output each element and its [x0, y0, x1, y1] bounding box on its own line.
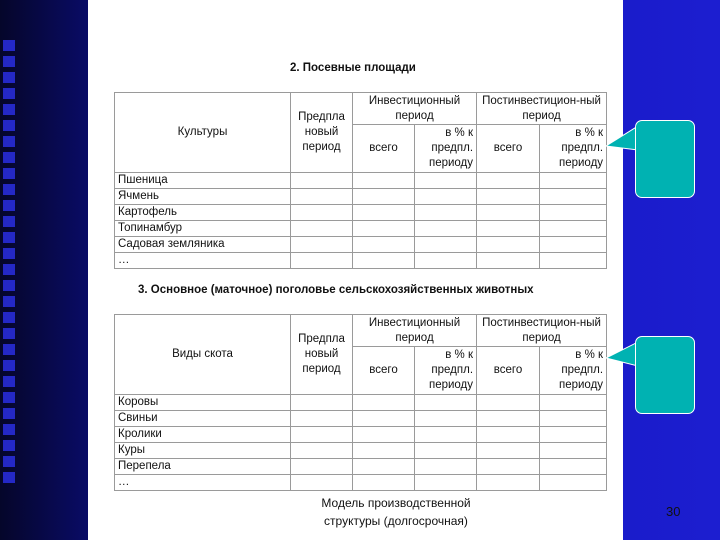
header-percent: в % к предпл. периоду [540, 125, 607, 173]
header-total: всего [477, 347, 540, 395]
table-row-label: Куры [115, 443, 291, 459]
table-row-label: Картофель [115, 205, 291, 221]
table-row-label: Топинамбур [115, 221, 291, 237]
table-row-label: … [115, 253, 291, 269]
header-percent: в % к предпл. периоду [415, 347, 477, 395]
header-total: всего [477, 125, 540, 173]
header-crops: Культуры [115, 93, 291, 173]
header-investment-period: Инвестиционный период [353, 315, 477, 347]
callout-box-2 [635, 336, 695, 414]
table-row-label: Перепела [115, 459, 291, 475]
header-livestock-types: Виды скота [115, 315, 291, 395]
table-row-label: Свиньи [115, 411, 291, 427]
table-row-label: Пшеница [115, 173, 291, 189]
header-total: всего [353, 125, 415, 173]
header-post-investment-period: Постинвестицион-ный период [477, 93, 607, 125]
header-investment-period: Инвестиционный период [353, 93, 477, 125]
caption-line-1: Модель производственной [321, 496, 471, 510]
decorative-squares [0, 40, 25, 500]
callout-box-1 [635, 120, 695, 198]
table1-title: 2. Посевные площади [290, 62, 416, 74]
table-row-label: … [115, 475, 291, 491]
header-percent: в % к предпл. периоду [540, 347, 607, 395]
header-pre-planned: Предпла новый период [291, 93, 353, 173]
page-number: 30 [666, 504, 681, 519]
table-row-label: Садовая земляника [115, 237, 291, 253]
header-percent: в % к предпл. периоду [415, 125, 477, 173]
table-row-label: Кролики [115, 427, 291, 443]
header-total: всего [353, 347, 415, 395]
livestock-table [114, 314, 607, 491]
slide-caption [296, 494, 496, 530]
caption-line-2: структуры (долгосрочная) [324, 514, 468, 528]
table2-title: 3. Основное (маточное) поголовье сельскохозяйственных животных [138, 284, 534, 296]
sown-area-table [114, 92, 607, 269]
header-post-investment-period: Постинвестицион-ный период [477, 315, 607, 347]
header-pre-planned: Предпла новый период [291, 315, 353, 395]
table-row-label: Ячмень [115, 189, 291, 205]
table-row-label: Коровы [115, 395, 291, 411]
